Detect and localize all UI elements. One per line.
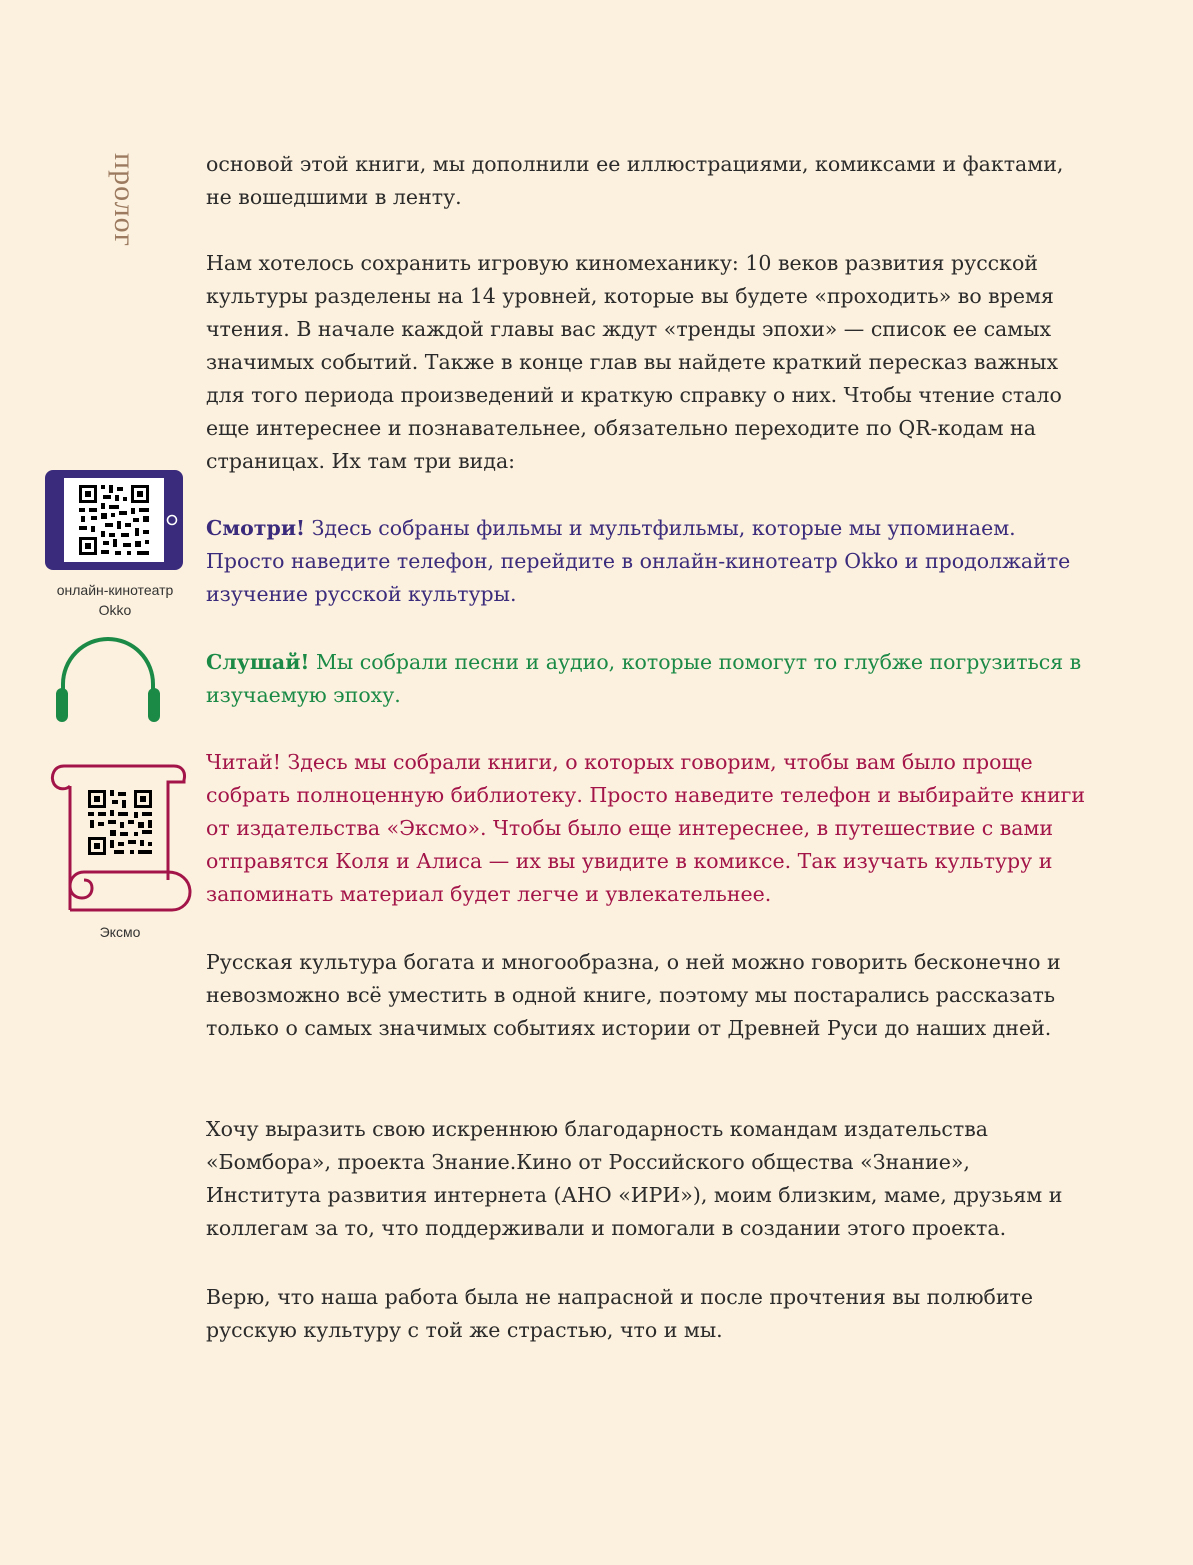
paragraph-text: Нам хотелось сохранить игровую киномеханику: 10 веков развития русской культуры разделены на 14 уровней, которые вы будете «проходить» во время чтения. В начале каждой главы вас ждут «тренды эпохи» — список ее самых значимых событий. Также в конце глав вы найдете краткий пересказ важных для того периода произведений и краткую справку о них. Чтобы чтение стало еще интереснее и познавательнее, обязательно переходите по QR-кодам на страницах. Их там три вида: xyxy=(206,251,1062,473)
paragraph-game-mechanics xyxy=(206,247,1086,478)
read-text: Здесь мы собрали книги, о которых говорим, чтобы вам было проще собрать полноценную библиотеку. Просто наведите телефон и выбирайте книги от издательства «Эксмо». Чтобы было еще интереснее, в путешествие с вами отправятся Коля и Алиса — их вы увидите в комиксе. Так изучать культуру и запоминать материал будет легче и увлекательнее. xyxy=(206,750,1086,906)
headphones-icon[interactable] xyxy=(52,636,164,726)
eksmo-caption xyxy=(45,922,195,942)
paragraph-gratitude xyxy=(206,1113,1086,1245)
eksmo-caption-text: Эксмо xyxy=(99,924,141,940)
paragraph-culture xyxy=(206,946,1086,1045)
tablet-qr-icon[interactable] xyxy=(45,470,183,570)
paragraph-closing xyxy=(206,1281,1086,1347)
watch-lead: Смотри! xyxy=(206,516,306,540)
watch-text: Здесь собраны фильмы и мультфильмы, которые мы упоминаем. Просто наведите телефон, перейдите в онлайн-кинотеатр Okko и продолжайте изучение русской культуры. xyxy=(206,516,1071,606)
paragraph-listen xyxy=(206,646,1086,712)
okko-caption-line1: онлайн-кинотеатр xyxy=(56,582,174,598)
scroll-qr-icon[interactable] xyxy=(48,760,194,920)
read-lead: Читай! xyxy=(206,750,281,774)
paragraph-intro-continued xyxy=(206,148,1086,214)
okko-caption-line2: Okko xyxy=(98,602,132,618)
paragraph-watch xyxy=(206,512,1086,611)
paragraph-text: Хочу выразить свою искреннюю благодарность командам издательства «Бомбора», проекта Знание.Кино от Российского общества «Знание», Института развития интернета (АНО «ИРИ»), моим близким, маме, друзьям и коллегам за то, что поддерживали и помогали в создании этого проекта. xyxy=(206,1117,1063,1240)
listen-lead: Слушай! xyxy=(206,650,310,674)
paragraph-text: основой этой книги, мы дополнили ее иллюстрациями, комиксами и фактами, не вошедшими в ленту. xyxy=(206,152,1064,209)
paragraph-text: Русская культура богата и многообразна, о ней можно говорить бесконечно и невозможно всё уместить в одной книге, поэтому мы постарались рассказать только о самых значимых событиях истории от Древней Руси до наших дней. xyxy=(206,950,1061,1040)
chapter-side-title xyxy=(98,150,150,250)
paragraph-text: Верю, что наша работа была не напрасной и после прочтения вы полюбите русскую культуру с той же страстью, что и мы. xyxy=(206,1285,1034,1342)
listen-text: Мы собрали песни и аудио, которые помогут то глубже погрузиться в изучаемую эпоху. xyxy=(206,650,1082,707)
paragraph-read xyxy=(206,746,1086,911)
chapter-side-title-text: пролог xyxy=(108,153,141,247)
okko-caption xyxy=(40,580,190,620)
